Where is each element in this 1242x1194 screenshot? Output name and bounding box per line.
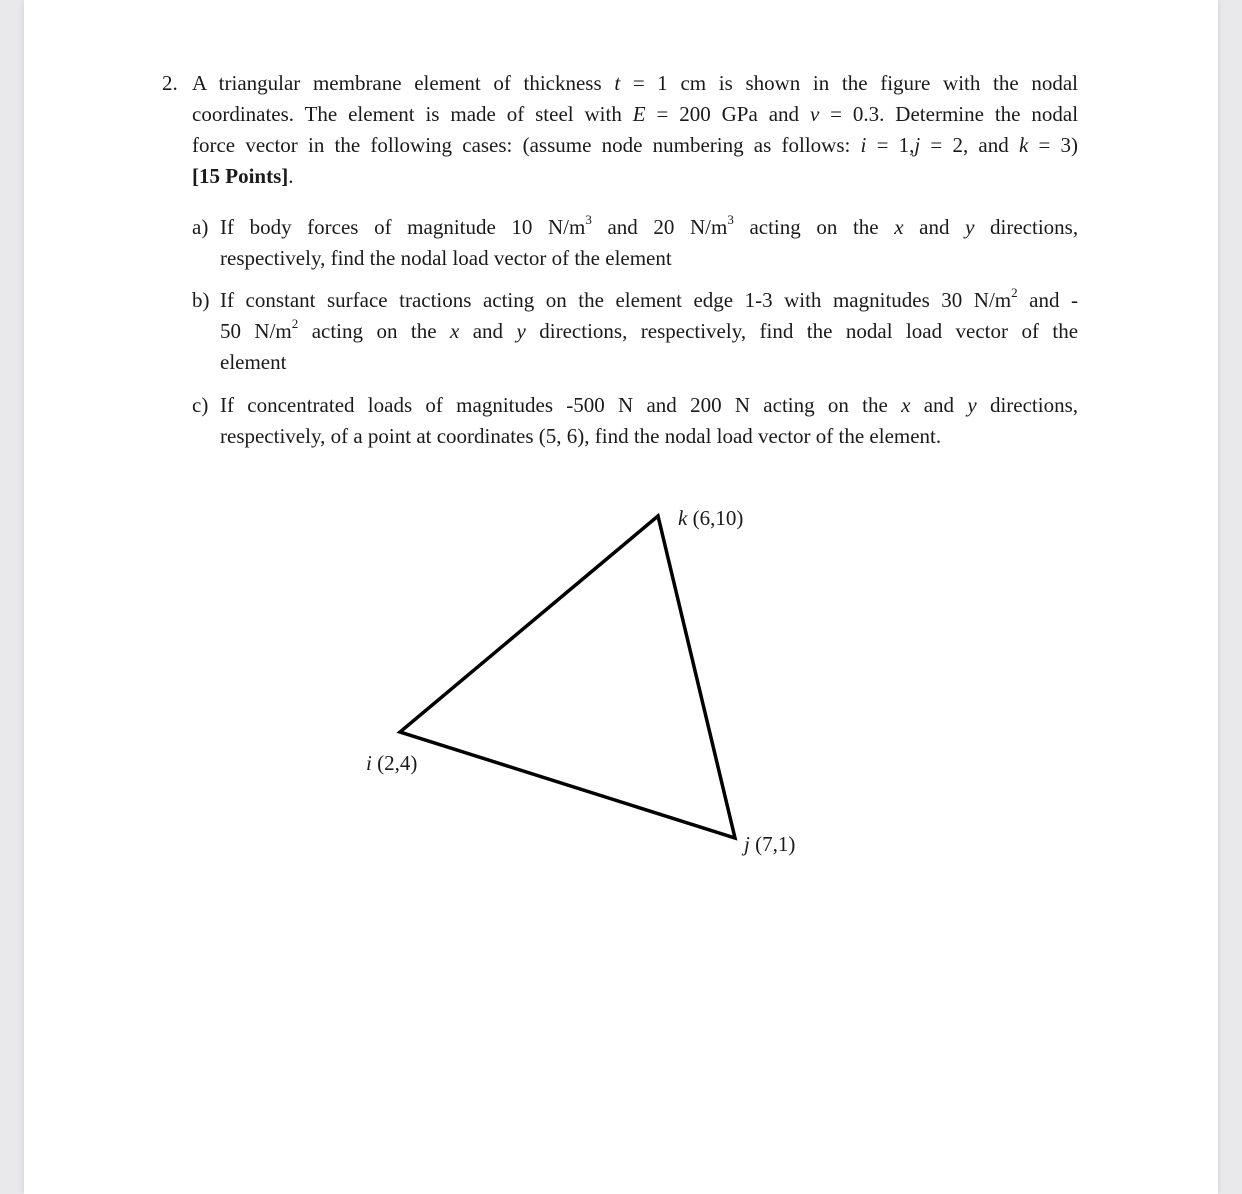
- node-k-label: k (6,10): [678, 506, 744, 530]
- part-a-line-2: respectively, find the nodal load vector of the element: [220, 246, 672, 270]
- part-c-label: c): [192, 393, 209, 417]
- intro-line-2: coordinates. The element is made of steel with E = 200 GPa and v = 0.3. Determine the nodal: [192, 102, 1079, 126]
- intro-line-3: force vector in the following cases: (assume node numbering as follows: i = 1,j = 2, and k = 3): [192, 133, 1079, 157]
- part-a-label: a): [192, 215, 209, 239]
- node-i-label: i (2,4): [366, 751, 418, 775]
- document-page: [24, 0, 1218, 1194]
- points-label: [15 Points]: [192, 164, 289, 188]
- part-b-line-1: If constant surface tractions acting on the element edge 1-3 with magnitudes 30 $N/m^2$ and -: [220, 285, 1078, 312]
- part-a-line-1: If body forces of magnitude 10 $N/m^3$ and 20 $N/m^3$ acting on the x and y directions,: [220, 212, 1079, 239]
- part-b-line-2: 50 $N/m^2$ acting on the x and y directions, respectively, find the nodal load vector of the: [220, 316, 1079, 343]
- part-b-label: b): [192, 288, 210, 312]
- question-number: 2.: [162, 71, 178, 95]
- triangle-element: [400, 516, 735, 838]
- intro-line-1: A triangular membrane element of thickness t = 1 cm is shown in the figure with the nodal: [192, 71, 1078, 95]
- part-c-line-2: respectively, of a point at coordinates (5, 6), find the nodal load vector of the element.: [220, 424, 942, 448]
- intro-points: [15 Points].: [192, 164, 294, 188]
- node-j-label: j (7,1): [744, 832, 796, 856]
- part-b-line-3: element: [220, 350, 287, 374]
- part-c-line-1: If concentrated loads of magnitudes -500 N and 200 N acting on the x and y directions,: [220, 393, 1079, 417]
